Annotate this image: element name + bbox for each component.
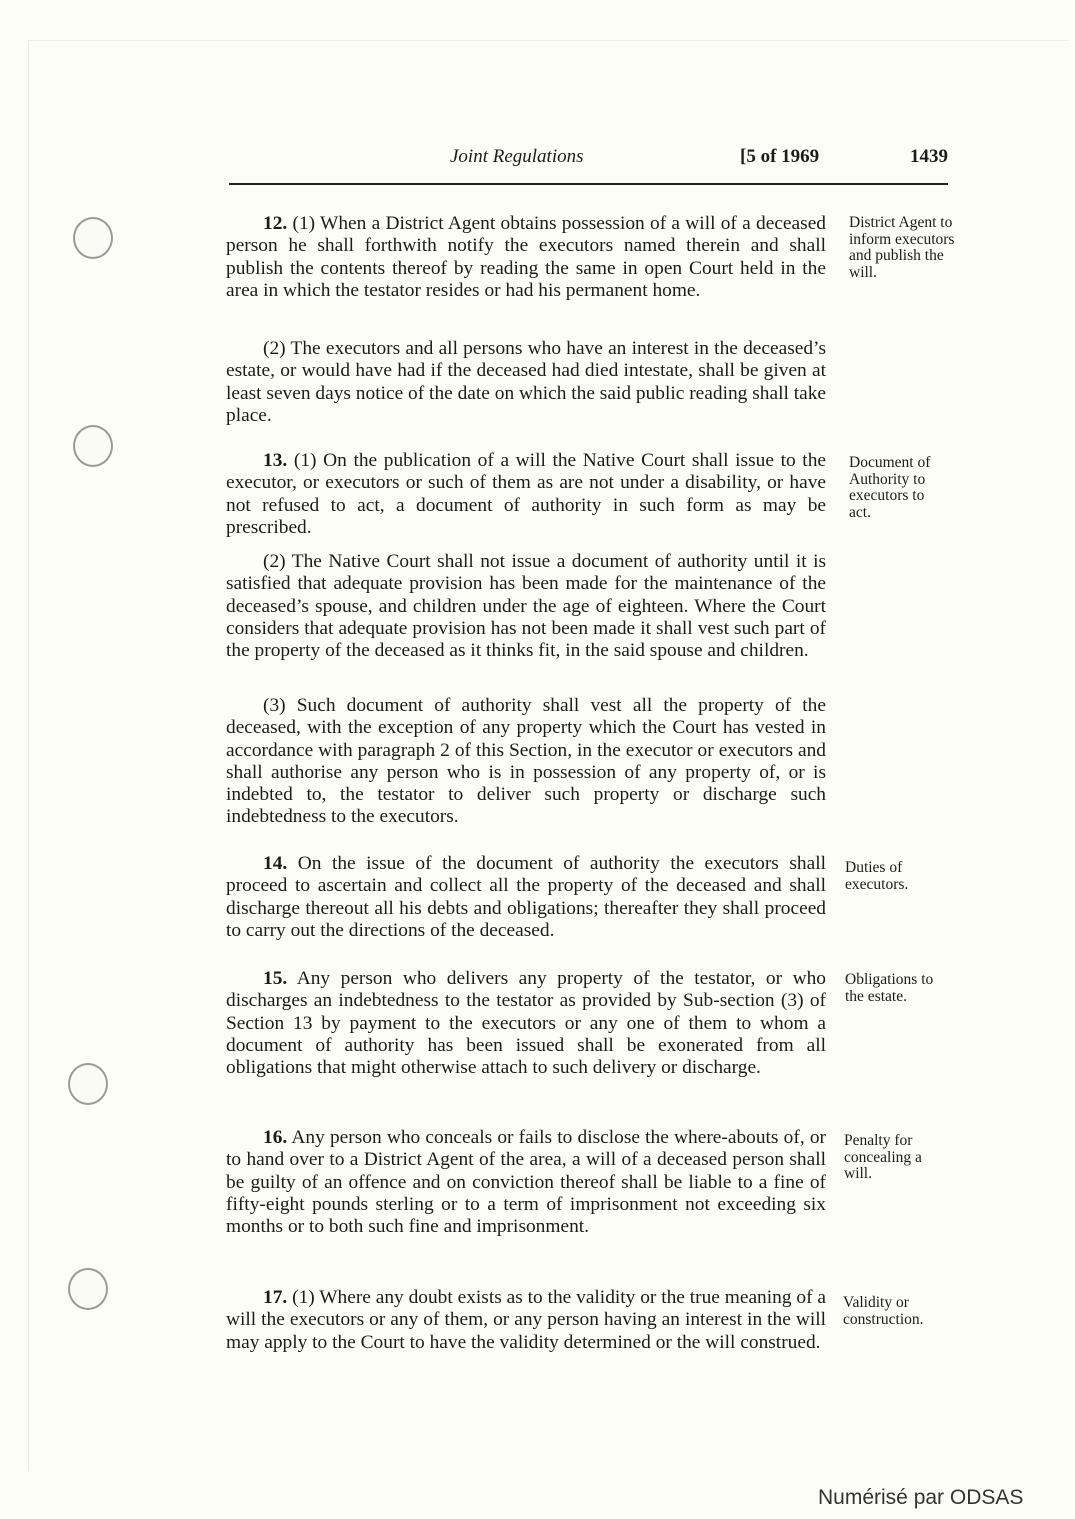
margin-note-15: Obligations to the estate. [845, 971, 934, 1005]
section-13-para-3: (3) Such document of authority shall vest all the property of the deceased, with the exception of any property which the Court has vested in accordance with paragraph 2 of this Section, in the executor or executors and shall authorise any person who is in possession of any property of, or is indebted to, the testator to deliver such property or discharge such indebtedness to the executors. [226, 695, 826, 828]
section-number: 13. [263, 450, 288, 471]
section-12-para-2: (2) The executors and all persons who have an interest in the deceased’s estate, or would have had if the deceased had died intestate, shall be given at least seven days notice of the date on which the said public reading shall take place. [226, 338, 826, 426]
header-rule [229, 183, 948, 185]
digitization-credit: Numérisé par ODSAS [818, 1486, 1024, 1509]
section-13-para-2: (2) The Native Court shall not issue a document of authority until it is satisfied that adequate provision has been made for the maintenance of the deceased’s spouse, and children under the age of eighteen. Where the Court considers that adequate provision has not been made it shall vest such part of the property of the deceased as it thinks fit, in the said spouse and children. [226, 551, 826, 662]
margin-note-17: Validity or construction. [843, 1294, 924, 1328]
section-17-para-1: 17. (1) Where any doubt exists as to the validity or the true meaning of a will the executors or any of them, or any person having an interest in the will may apply to the Court to have the validity determined or the will construed. [226, 1287, 826, 1353]
punch-hole [68, 1063, 108, 1105]
margin-note-13: Document of Authority to executors to act. [849, 454, 931, 521]
section-16-para-1: 16. Any person who conceals or fails to disclose the where-abouts of, or to hand over to a District Agent of the area, a will of a deceased person shall be guilty of an offence and on conviction thereof shall be liable to a fine of fifty-eight pounds sterling or to a term of imprisonment not exceeding six months or to both such fine and imprisonment. [226, 1127, 826, 1238]
act-reference: [5 of 1969 [740, 146, 820, 167]
section-13-para-1: 13. (1) On the publication of a will the Native Court shall issue to the executor, or executors or such of them as are not under a disability, or have not refused to act, a document of authority in such form as may be prescribed. [226, 450, 826, 538]
section-number: 12. [263, 213, 288, 234]
section-number: 17. [263, 1287, 288, 1308]
punch-hole [73, 425, 113, 467]
section-number: 16. [263, 1127, 288, 1148]
punch-hole [68, 1268, 108, 1310]
section-number: 15. [263, 968, 288, 989]
page-number: 1439 [910, 146, 948, 167]
margin-note-14: Duties of executors. [845, 859, 909, 893]
section-number: 14. [263, 853, 288, 874]
section-14-para-1: 14. On the issue of the document of authority the executors shall proceed to ascertain and collect all the property of the deceased and shall discharge thereout all his debts and obligations; thereafter they shall proceed to carry out the directions of the deceased. [226, 853, 826, 941]
margin-note-16: Penalty for concealing a will. [844, 1132, 922, 1183]
section-15-para-1: 15. Any person who delivers any property of the testator, or who discharges an indebtedness to the testator as provided by Sub-section (3) of Section 13 by payment to the executors or any one of them to whom a document of authority has been issued shall be exonerated from all obligations that might otherwise attach to such delivery or discharge. [226, 968, 826, 1079]
section-12-para-1: 12. (1) When a District Agent obtains possession of a will of a deceased person he shall forthwith notify the executors named therein and shall publish the contents thereof by reading the same in open Court held in the area in which the testator resides or had his permanent home. [226, 213, 826, 301]
margin-note-12: District Agent to inform executors and publish the will. [849, 214, 955, 281]
punch-hole [73, 217, 113, 259]
running-title: Joint Regulations [450, 146, 584, 167]
